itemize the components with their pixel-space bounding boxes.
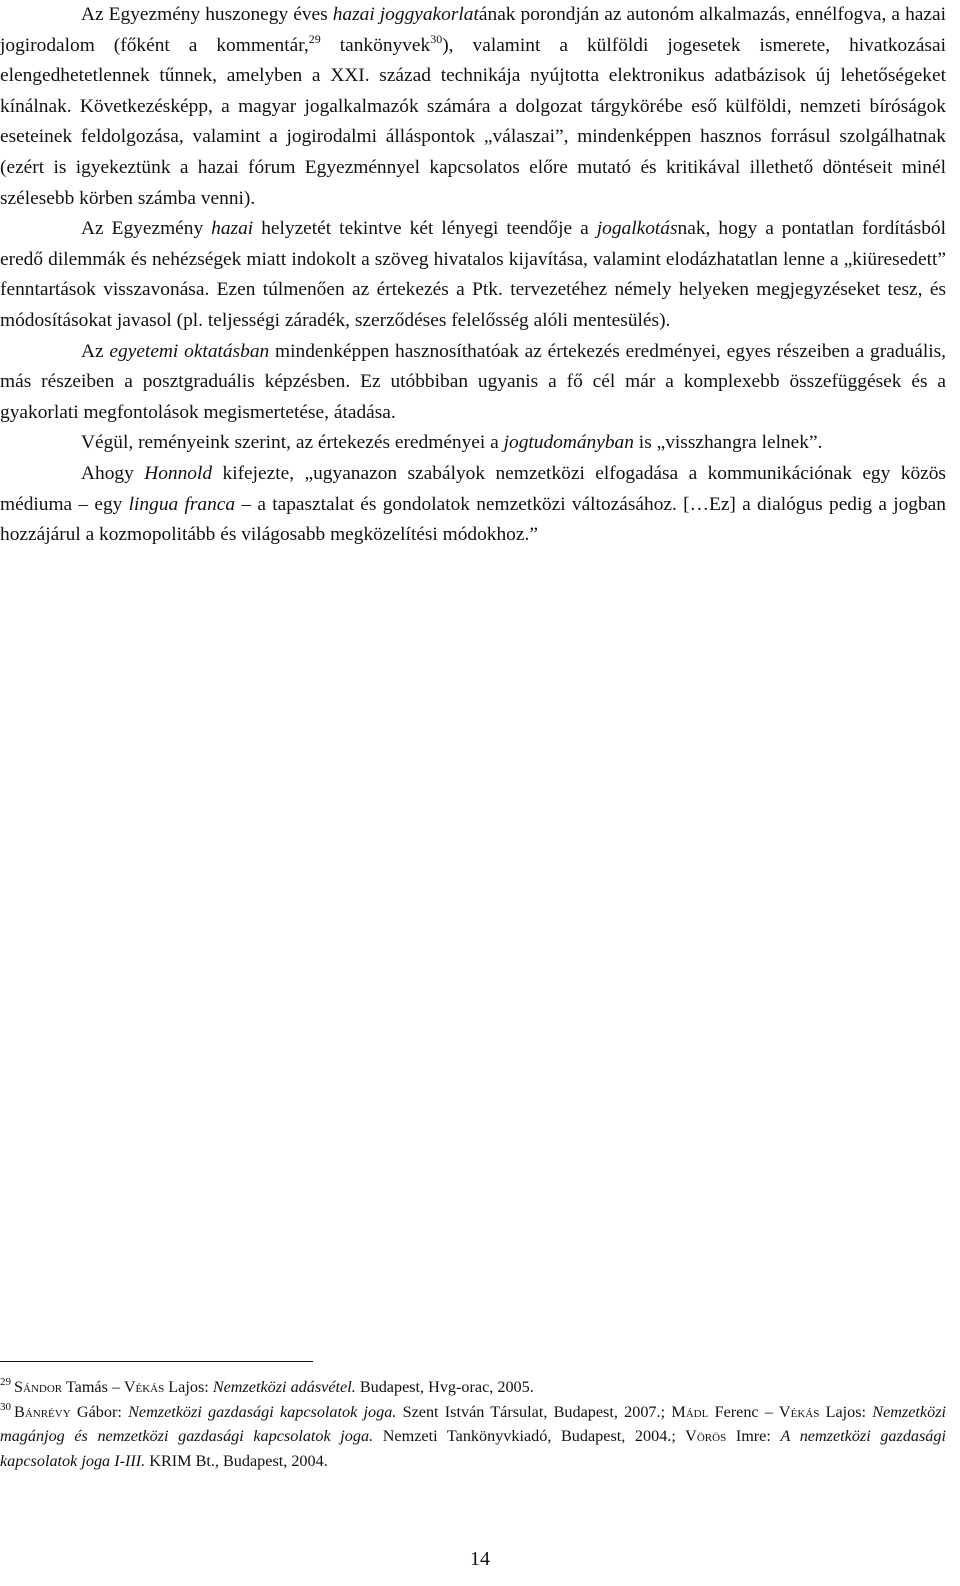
text-span: ának porondján az autonóm alkalmazás, ennélfogva, a hazai jogirodalom (főként a kommentár, — [0, 4, 946, 56]
author-surname: örös — [696, 1427, 727, 1445]
emphasis: jogalkotás — [596, 218, 678, 240]
author-surname: ándor — [23, 1378, 63, 1396]
footnote-ref-29[interactable]: 29 — [308, 31, 321, 46]
author-initial: S — [14, 1378, 24, 1396]
page-number: 14 — [470, 1548, 490, 1570]
text-span: Az Egyezmény huszonegy éves — [81, 4, 333, 25]
book-title: Nemzetközi adásvétel. — [212, 1378, 356, 1396]
footnote-number: 30 — [0, 1400, 11, 1413]
author-initial: V — [123, 1378, 136, 1396]
paragraph-2 — [0, 214, 946, 336]
book-title: A nemzetközi gazdasági kapcsolatok joga I-III. — [0, 1427, 946, 1470]
text-span: KRIM Bt., Budapest, 2004. — [145, 1451, 328, 1470]
footnote-29 — [0, 1375, 946, 1400]
text-span: kifejezte, „ugyanazon szabályok nemzetközi elfogadása a kommunikációnak egy közös médiuma – egy — [0, 462, 946, 515]
book-title: Nemzetközi gazdasági kapcsolatok joga. — [128, 1402, 397, 1421]
footnote-number: 29 — [0, 1376, 11, 1388]
author-surname: ékás — [790, 1402, 820, 1421]
author-surname: ékás — [135, 1378, 165, 1396]
author-surname: ánrévy — [24, 1402, 71, 1421]
text-span: ), valamint a külföldi jogesetek ismerete, hivatkozásai elengedhetetlennek tűnnek, amelyben a XXI. század technikája nyújtotta elektronikus adatbázisok új lehetőségeket kínálnak. Következésképp, a magyar jogalkalmazók számára a dolgozat tárgykörébe eső külföldi, nemzeti bíróságok eseteinek feldolgozása, valamint a jogirodalmi álláspontok „válaszai”, mindenképpen hasznos forrásul szolgálhatnak (ezért is igyekeztünk a hazai fórum Egyezménnyel kapcsolatos előre mutató és kritikával illethető döntéseit minél szélesebb körben számba venni). — [0, 34, 946, 209]
footnote-30 — [0, 1400, 946, 1474]
text-span: tankönyvek — [320, 34, 431, 56]
author-initial: M — [671, 1402, 686, 1421]
text-span: helyzetét tekintve két lényegi teendője a — [253, 218, 597, 240]
paragraph-1 — [0, 0, 946, 214]
text-span: Imre: — [726, 1427, 781, 1445]
paragraph-3 — [0, 337, 946, 429]
author-surname: ádl — [685, 1402, 709, 1421]
text-span: Nemzeti Tankönyvkiadó, Budapest, 2004.; — [373, 1427, 686, 1445]
text-span: Ferenc – — [708, 1402, 779, 1421]
paragraph-4 — [0, 428, 946, 459]
emphasis: lingua franca — [128, 493, 236, 515]
emphasis: hazai joggyakorlat — [332, 4, 479, 25]
emphasis: egyetemi oktatásban — [109, 340, 270, 362]
text-span: nak, hogy a pontatlan fordításból eredő dilemmák és nehézségek miatt indokolt a szöveg hivatalos kijavítása, valamint elodázhatatlan lenne a „kiüresedett” fenntartások visszavonása. Ezen túlmenően az értekezés a Ptk. tervezetéhez némely helyeken megjegyzéseket tesz, és módosításokat javasol (pl. teljességi záradék, szerződéses felelősség alóli mentesülés). — [0, 218, 946, 331]
text-span: Lajos: — [819, 1402, 873, 1421]
body-text — [0, 0, 946, 551]
text-span: Gábor: — [70, 1402, 129, 1421]
book-title: Nemzetközi magánjog és nemzetközi gazdasági kapcsolatok joga. — [0, 1402, 947, 1445]
text-span: Tamás – — [62, 1378, 124, 1396]
text-span: Az — [81, 340, 110, 362]
text-span: is „visszhangra lelnek”. — [633, 432, 823, 454]
emphasis: Honnold — [144, 462, 213, 484]
text-span: mindenképpen hasznosíthatóak az értekezés eredményei, egyes részeiben a graduális, más részeiben a posztgraduális képzésben. Ez utóbbiban ugyanis a fő cél már a komplexebb összefüggések és a gyakorlati megfontolások megismertetése, átadása. — [0, 340, 946, 423]
author-initial: B — [14, 1402, 25, 1421]
text-span: Lajos: — [164, 1378, 213, 1396]
text-span: Szent István Társulat, Budapest, 2007.; — [396, 1402, 672, 1421]
paragraph-5 — [0, 459, 946, 551]
emphasis: jogtudományban — [503, 432, 634, 454]
author-initial: V — [685, 1427, 697, 1445]
text-span: Budapest, Hvg-orac, 2005. — [355, 1378, 534, 1396]
emphasis: hazai — [211, 218, 254, 240]
footnote-separator — [0, 1361, 313, 1362]
footnotes — [0, 1375, 946, 1473]
author-initial: V — [778, 1402, 791, 1421]
text-span: Ahogy — [81, 462, 145, 484]
text-span: Végül, reményeink szerint, az értekezés eredményei a — [81, 432, 504, 454]
footnote-ref-30[interactable]: 30 — [430, 31, 443, 46]
text-span: – a tapasztalat és gondolatok nemzetközi változásához. […Ez] a dialógus pedig a jogban hozzájárul a kozmopolitább és világosabb megközelítési módokhoz.” — [0, 493, 946, 546]
text-span: Az Egyezmény — [81, 218, 212, 240]
